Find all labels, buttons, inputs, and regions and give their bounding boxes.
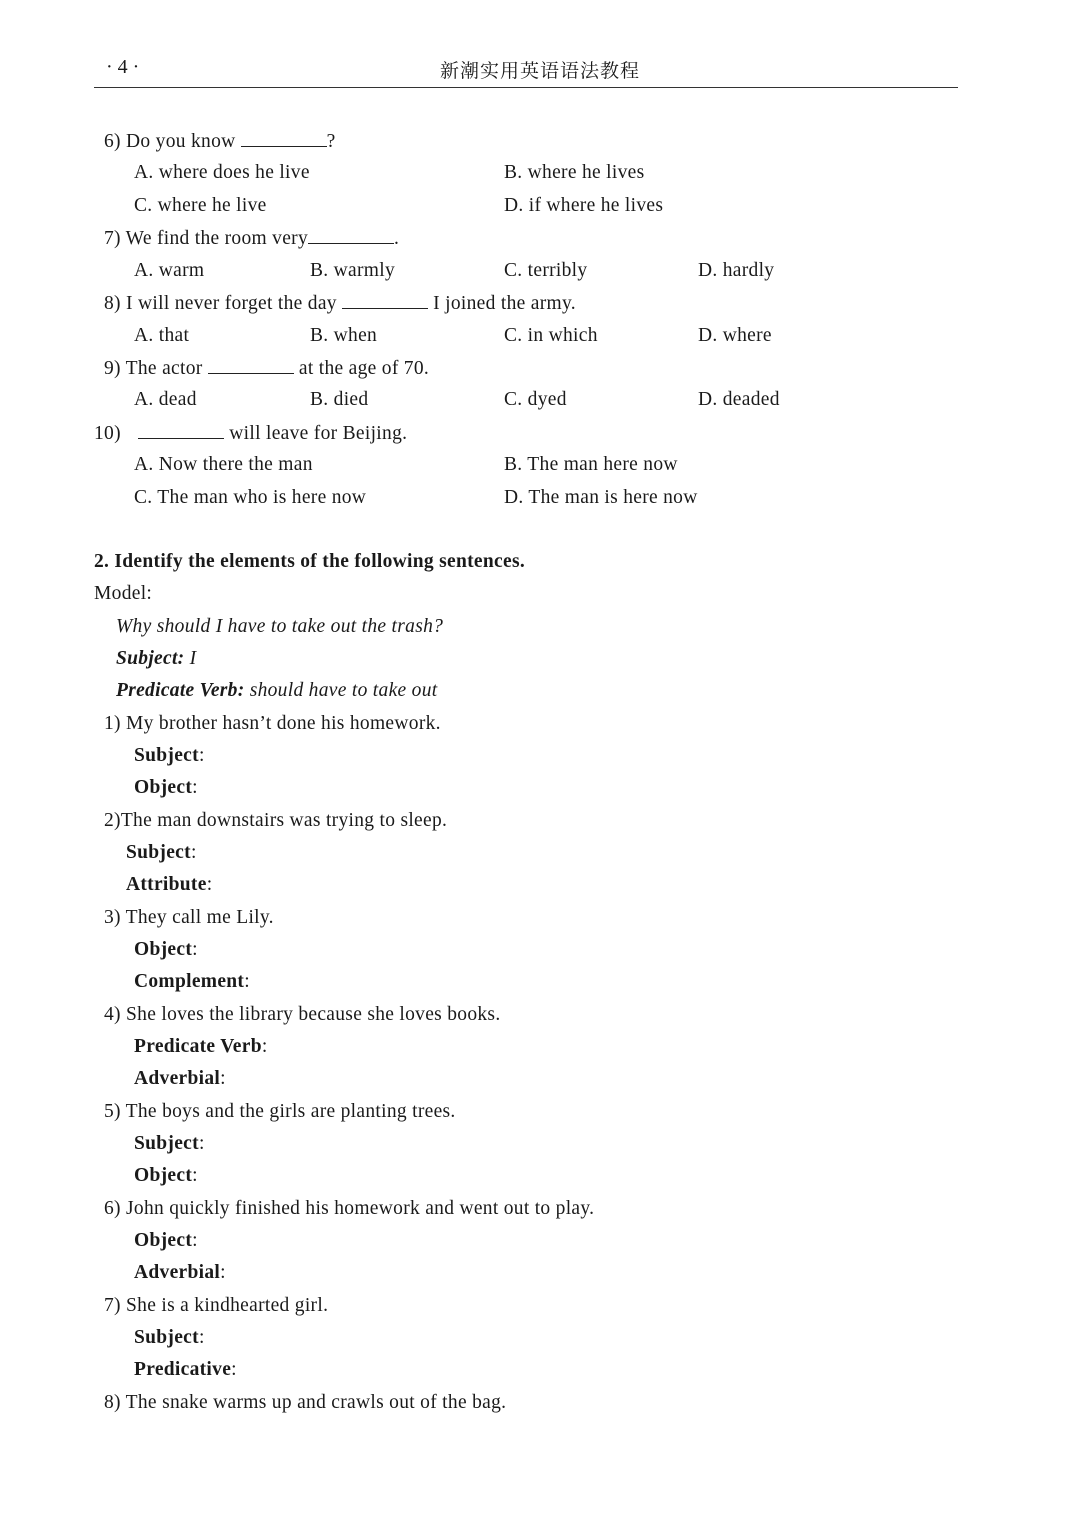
answer-field: Subject: [134,1133,205,1154]
field-label: Predicate Verb: [116,680,245,701]
item-number: 3) [104,907,121,928]
field-value: should have to take out [244,680,438,701]
item-number: 2) [104,810,121,831]
question-6 [104,128,336,155]
item-number: 5) [104,1101,121,1122]
option-d: D. where [698,325,772,346]
item-sentence: John quickly finished his homework and went out to play. [126,1198,595,1219]
option-a: A. that [134,325,190,346]
sentence-item [104,905,274,931]
option-b: B. when [310,325,378,346]
question-9 [104,355,429,382]
model-sentence: Why should I have to take out the trash? [116,616,444,637]
sentence-item [104,1390,506,1416]
item-number: 7) [104,1295,121,1316]
answer-field: Object: [134,1165,198,1186]
sentence-item [104,711,441,737]
answer-field: Object: [134,1230,198,1251]
option-d: D. hardly [698,260,775,281]
option-b: B. where he lives [504,162,645,183]
field-label: Subject [126,842,191,863]
sentence-item [104,1293,328,1319]
answer-field: Adverbial: [134,1068,226,1089]
item-sentence: She loves the library because she loves books. [126,1004,501,1025]
model-subject [116,646,196,672]
option-c: C. terribly [504,260,588,281]
section-heading: 2. Identify the elements of the following sentences. [94,551,526,572]
field-label: Object [134,1230,193,1251]
sentence-item [104,1002,501,1028]
field-label: Predicative [134,1359,232,1380]
item-number: 8) [104,1392,121,1413]
question-text: The actor [125,358,208,379]
item-sentence: My brother hasn’t done his homework. [126,713,441,734]
field-label: Subject [134,745,199,766]
field-value: I [184,648,197,669]
option-c: C. in which [504,325,598,346]
question-text-end: ? [326,131,336,152]
answer-field: Subject: [126,842,197,863]
field-label: Object [134,777,193,798]
question-number: 9) [104,358,121,379]
answer-field: Subject: [134,745,205,766]
option-a: A. Now there the man [134,454,313,475]
page-number: · 4 · [106,56,140,78]
option-a: A. warm [134,260,205,281]
question-text: I will never forget the day [126,293,342,314]
option-a: A. where does he live [134,162,310,183]
option-a: A. dead [134,389,197,410]
question-10 [94,420,407,447]
option-c: C. where he live [134,195,267,216]
answer-field: Attribute: [126,874,213,895]
sentence-item [104,1196,594,1222]
field-label: Predicate Verb [134,1036,262,1057]
answer-field: Predicative: [134,1359,237,1380]
option-c: C. dyed [504,389,567,410]
item-sentence: The man downstairs was trying to sleep. [120,810,448,831]
answer-blank [138,420,224,439]
option-d: D. if where he lives [504,195,664,216]
sentence-item [104,808,447,834]
answer-field: Object: [134,777,198,798]
model-label: Model: [94,583,153,604]
item-number: 1) [104,713,121,734]
field-label: Subject [134,1327,199,1348]
answer-blank [241,128,327,147]
item-sentence: They call me Lily. [125,907,274,928]
field-label: Subject: [116,648,185,669]
answer-blank [308,225,394,244]
answer-field: Object: [134,939,198,960]
question-text-end: will leave for Beijing. [224,423,408,444]
option-b: B. The man here now [504,454,678,475]
item-number: 4) [104,1004,121,1025]
field-label: Adverbial [134,1068,221,1089]
answer-field: Subject: [134,1327,205,1348]
answer-blank [208,355,294,374]
field-label: Object [134,1165,193,1186]
field-label: Object [134,939,193,960]
option-b: B. warmly [310,260,396,281]
sentence-item [104,1099,456,1125]
question-7 [104,225,399,252]
item-sentence: She is a kindhearted girl. [126,1295,329,1316]
option-c: C. The man who is here now [134,487,367,508]
item-sentence: The boys and the girls are planting trees. [125,1101,456,1122]
field-label: Adverbial [134,1262,221,1283]
answer-blank [342,290,428,309]
field-label: Complement [134,971,245,992]
header-rule [94,87,958,88]
answer-field: Adverbial: [134,1262,226,1283]
question-8 [104,290,576,317]
question-text-end: at the age of 70. [293,358,430,379]
question-text-end: . [394,228,400,249]
field-label: Attribute [126,874,207,895]
question-text: Do you know [126,131,241,152]
question-number: 7) [104,228,121,249]
option-b: B. died [310,389,369,410]
item-number: 6) [104,1198,121,1219]
answer-field: Predicate Verb: [134,1036,268,1057]
option-d: D. The man is here now [504,487,698,508]
answer-field: Complement: [134,971,250,992]
option-d: D. deaded [698,389,780,410]
model-predicate [116,678,437,704]
question-text-end: I joined the army. [428,293,576,314]
field-label: Subject [134,1133,199,1154]
question-number: 6) [104,131,121,152]
question-number: 10) [94,423,121,444]
item-sentence: The snake warms up and crawls out of the bag. [125,1392,507,1413]
question-number: 8) [104,293,121,314]
book-title: 新潮实用英语语法教程 [439,60,640,82]
question-text: We find the room very [125,228,309,249]
